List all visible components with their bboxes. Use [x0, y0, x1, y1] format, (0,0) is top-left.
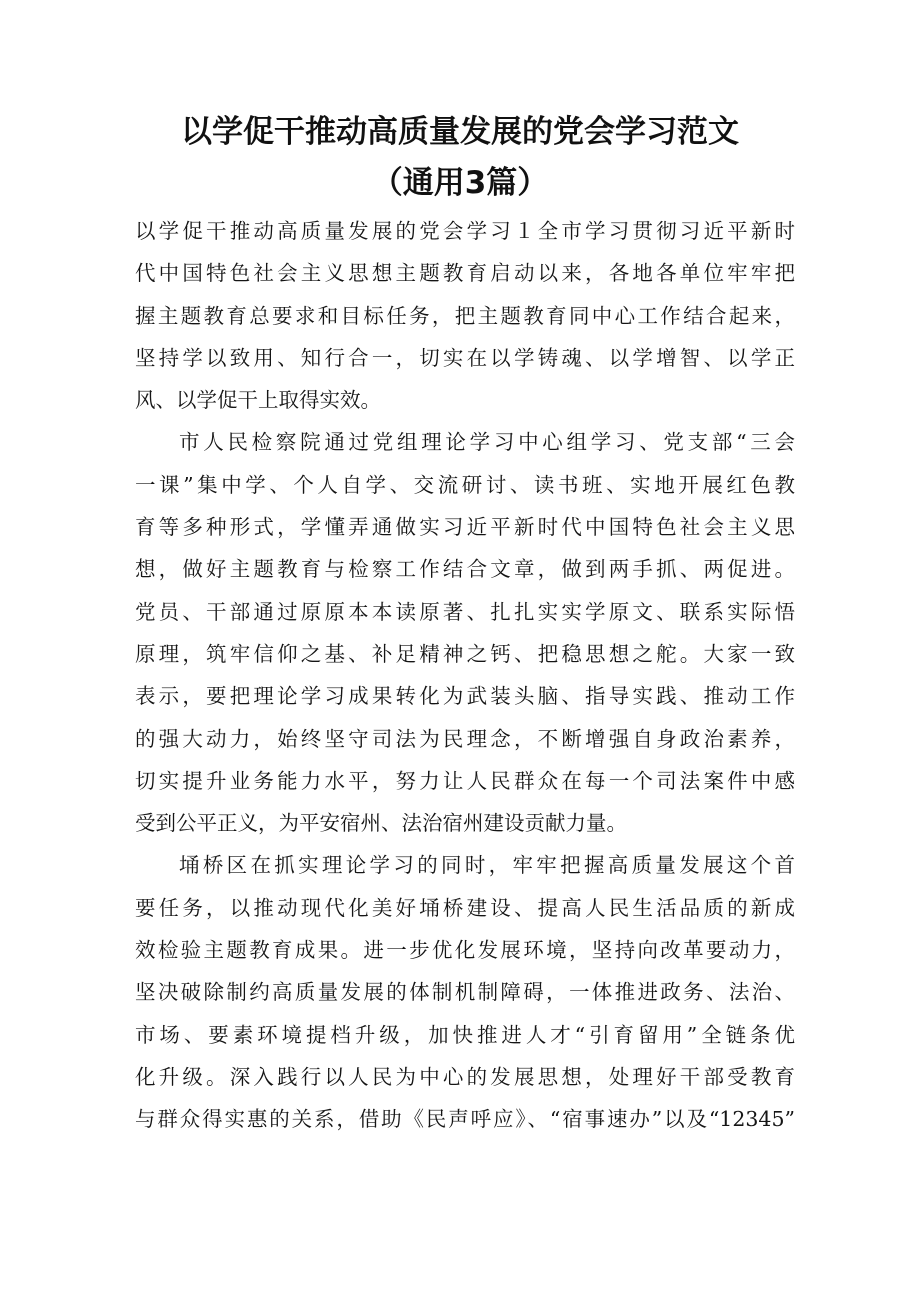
text-line: 原理，筑牢信仰之基、补足精神之钙、把稳思想之舵。大家一致: [135, 641, 795, 666]
text-line: 育等多种形式，学懂弄通做实习近平新时代中国特色社会主义思: [135, 515, 795, 540]
text-line: 以学促干推动高质量发展的党会学习１全市学习贯彻习近平新时: [135, 219, 795, 243]
document-body: [135, 210, 795, 1141]
text-line: 党员、干部通过原原本本读原著、扎扎实实学原文、联系实际悟: [135, 599, 795, 624]
paragraph-3: [135, 844, 795, 1140]
paragraph-1: [135, 210, 795, 421]
paragraph-2: [135, 421, 795, 844]
text-line: 想，做好主题教育与检察工作结合文章，做到两手抓、两促进。: [135, 557, 795, 582]
text-line: 的强大动力，始终坚守司法为民理念，不断增强自身政治素养，: [135, 726, 795, 751]
text-line: 切实提升业务能力水平，努力让人民群众在每一个司法案件中感: [135, 768, 795, 793]
text-line: 一课”集中学、个人自学、交流研讨、读书班、实地开展红色教: [135, 472, 795, 497]
text-line: 要任务，以推动现代化美好埇桥建设、提高人民生活品质的新成: [135, 895, 795, 920]
text-line: 受到公平正义，为平安宿州、法治宿州建设贡献力量。: [135, 811, 627, 836]
text-line: 市场、要素环境提档升级，加快推进人才“引育留用”全链条优: [135, 1022, 795, 1047]
text-line: 握主题教育总要求和目标任务，把主题教育同中心工作结合起来，: [135, 303, 795, 328]
text-line: 坚决破除制约高质量发展的体制机制障碍，一体推进政务、法治、: [135, 980, 795, 1005]
text-line: 市人民检察院通过党组理论学习中心组学习、党支部“三会: [179, 430, 795, 455]
document-subtitle: （通用3篇）: [371, 165, 549, 201]
text-line: 效检验主题教育成果。进一步优化发展环境，坚持向改革要动力，: [135, 938, 795, 963]
text-line: 化升级。深入践行以人民为中心的发展思想，处理好干部受教育: [135, 1064, 795, 1089]
document-title: 以学促干推动高质量发展的党会学习范文: [181, 114, 739, 150]
text-line: 风、以学促干上取得实效。: [135, 388, 381, 413]
text-line: 与群众得实惠的关系，借助《民声呼应》、“宿事速办”以及“12345”: [135, 1107, 795, 1132]
text-line: 坚持学以致用、知行合一，切实在以学铸魂、以学增智、以学正: [135, 345, 795, 370]
text-line: 埇桥区在抓实理论学习的同时，牢牢把握高质量发展这个首: [179, 853, 795, 878]
text-line: 代中国特色社会主义思想主题教育启动以来，各地各单位牢牢把: [135, 261, 795, 286]
text-line: 表示，要把理论学习成果转化为武装头脑、指导实践、推动工作: [135, 684, 795, 709]
